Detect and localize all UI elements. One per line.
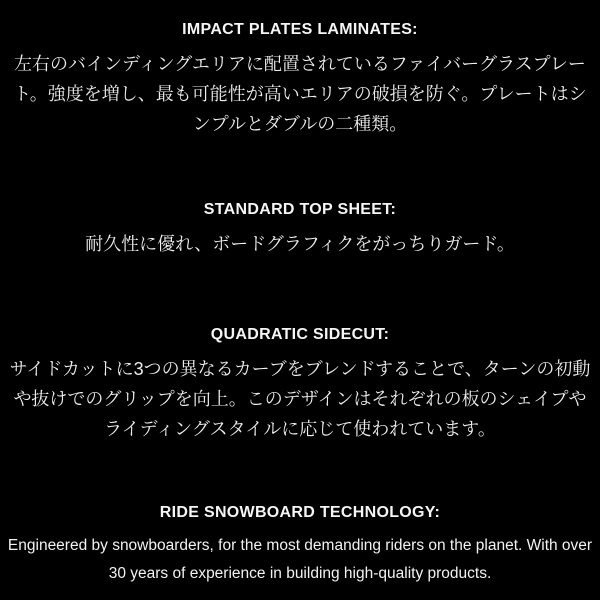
quadratic-sidecut-heading: QUADRATIC SIDECUT:: [210, 326, 390, 343]
impact-plates-heading: IMPACT PLATES LAMINATES:: [182, 21, 418, 38]
section-ride-technology: [0, 503, 600, 588]
section-impact-plates: [0, 20, 600, 139]
standard-top-sheet-heading: STANDARD TOP SHEET:: [203, 201, 397, 218]
impact-plates-body: 左右のバインディングエリアに配置されているファイバーグラスプレート。強度を増し、最も可能性が高いエリアの破損を防ぐ。プレートはシンプルとダブルの二種類。: [13, 54, 587, 134]
section-quadratic-sidecut: [0, 325, 600, 444]
quadratic-sidecut-body: サイドカットに3つの異なるカーブをブレンドすることで、ターンの初動や抜けでのグリップを向上。このデザインはそれぞれの板のシェイプやライディングスタイルに応じて使われています。: [9, 359, 591, 439]
ride-technology-body: Engineered by snowboarders, for the most demanding riders on the planet. With over 30 years of experience in building high-quality products.: [7, 537, 593, 582]
section-standard-top-sheet: [0, 200, 600, 259]
standard-top-sheet-body: 耐久性に優れ、ボードグラフィクをがっちりガード。: [85, 234, 515, 254]
ride-technology-heading: RIDE SNOWBOARD TECHNOLOGY:: [159, 504, 441, 521]
